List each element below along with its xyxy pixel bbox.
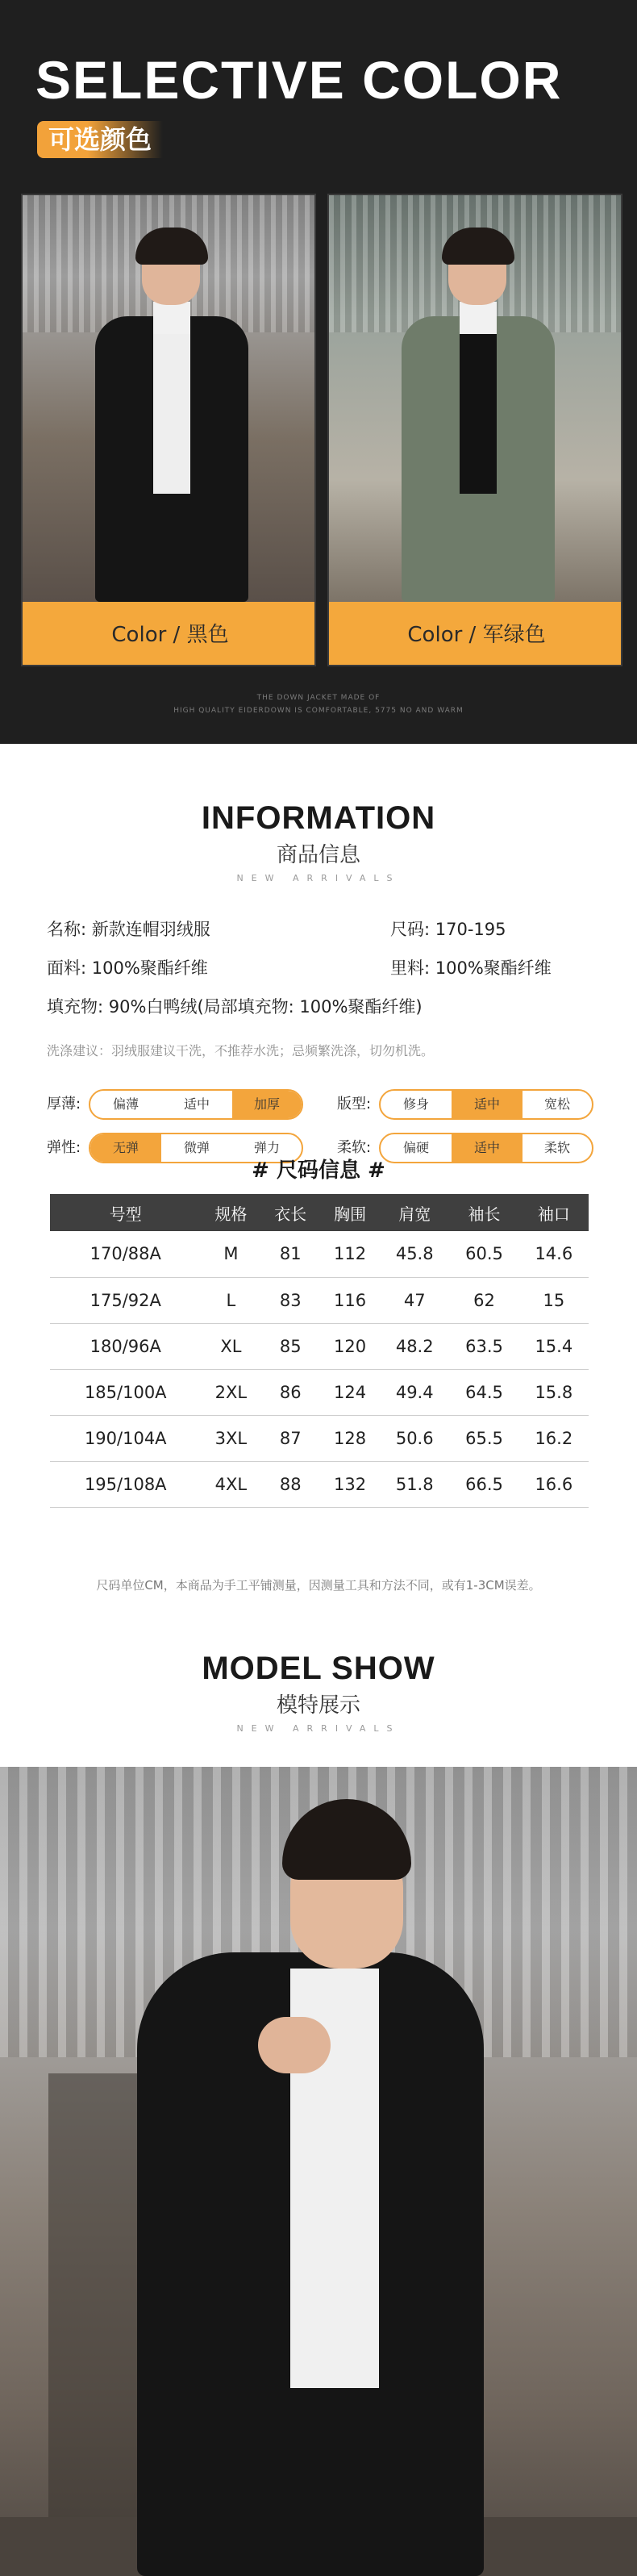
model-figure [87, 228, 256, 602]
table-row: 180/96A XL 85 120 48.2 63.5 15.4 [50, 1323, 589, 1369]
table-row: 185/100A 2XL 86 124 49.4 64.5 15.8 [50, 1369, 589, 1415]
attr-softness: 柔软: 偏硬 适中 柔软 [337, 1133, 603, 1163]
table-row: 190/104A 3XL 87 128 50.6 65.5 16.2 [50, 1415, 589, 1461]
info-name: 名称: 新款连帽羽绒服 [47, 920, 210, 939]
size-info-title: # 尺码信息 # [252, 1159, 385, 1183]
info-filling: 填充物: 90%白鸭绒(局部填充物: 100%聚酯纤维) [47, 997, 423, 1017]
softness-option[interactable]: 偏硬 [402, 1140, 429, 1155]
info-fabric: 面料: 100%聚酯纤维 [47, 958, 208, 978]
softness-option-selected[interactable]: 适中 [452, 1134, 523, 1162]
model-show-photo [0, 1767, 637, 2576]
col-header: 袖口 [519, 1194, 589, 1231]
elasticity-option[interactable]: 弹力 [253, 1140, 280, 1155]
selective-color-subtitle: 可选颜色 [37, 121, 163, 158]
information-subtitle: 商品信息 [276, 843, 360, 867]
col-header: 号型 [50, 1194, 202, 1231]
information-header [0, 800, 637, 883]
color-label-black: Color / 黑色 [23, 602, 316, 666]
fit-option[interactable]: 修身 [402, 1096, 429, 1112]
col-header: 袖长 [449, 1194, 518, 1231]
attr-fit: 版型: 修身 适中 宽松 [337, 1089, 603, 1120]
info-lining: 里料: 100%聚酯纤维 [390, 958, 552, 978]
info-size: 尺码: 170-195 [390, 920, 506, 939]
col-header: 肩宽 [380, 1194, 449, 1231]
thickness-selector[interactable] [89, 1089, 303, 1120]
table-row: 170/88A M 81 112 45.8 60.5 14.6 [50, 1231, 589, 1277]
col-header: 胸围 [320, 1194, 380, 1231]
attr-thickness: 厚薄: 偏薄 适中 加厚 [47, 1089, 313, 1120]
model-show-title: MODEL SHOW [202, 1651, 435, 1686]
table-row: 195/108A 4XL 88 132 51.8 66.5 16.6 [50, 1461, 589, 1507]
color-card-black[interactable] [21, 194, 316, 666]
color-card-army-green[interactable] [327, 194, 622, 666]
selective-color-section [0, 0, 637, 744]
fit-selector[interactable] [379, 1089, 593, 1120]
model-figure [137, 1799, 492, 2576]
attr-elasticity: 弹性: 无弹 微弹 弹力 [47, 1133, 313, 1163]
model-show-subtitle: 模特展示 [276, 1693, 360, 1718]
tagline-line-2: HIGH QUALITY EIDERDOWN IS COMFORTABLE, 5775 NO AND WARM [173, 707, 464, 715]
softness-option[interactable]: 柔软 [543, 1140, 570, 1155]
wash-advice: 洗涤建议：羽绒服建议干洗，不推荐水洗；忌频繁洗涤，切勿机洗。 [47, 1043, 435, 1058]
fit-option-selected[interactable]: 适中 [452, 1091, 523, 1118]
table-row: 175/92A L 83 116 47 62 15 [50, 1277, 589, 1323]
col-header: 规格 [202, 1194, 261, 1231]
model-show-header [0, 1651, 637, 1734]
size-table [50, 1194, 589, 1508]
size-note: 尺码单位CM，本商品为手工平铺测量，因测量工具和方法不同，或有1-3CM误差。 [96, 1578, 541, 1593]
model-photo-black [23, 195, 316, 602]
fit-option[interactable]: 宽松 [543, 1096, 570, 1112]
elasticity-option-selected[interactable]: 无弹 [90, 1134, 161, 1162]
information-title: INFORMATION [201, 800, 436, 836]
thickness-option[interactable]: 偏薄 [112, 1096, 139, 1112]
thickness-option[interactable]: 适中 [183, 1096, 210, 1112]
thickness-option-selected[interactable]: 加厚 [232, 1091, 302, 1118]
size-table-header [50, 1194, 589, 1231]
elasticity-option[interactable]: 微弹 [183, 1140, 210, 1155]
information-spaced-text: NEW ARRIVALS [236, 873, 401, 883]
model-show-spaced-text: NEW ARRIVALS [236, 1723, 401, 1734]
tagline-line-1: THE DOWN JACKET MADE OF [256, 694, 381, 702]
col-header: 衣长 [260, 1194, 320, 1231]
model-figure [393, 228, 563, 602]
selective-color-title: SELECTIVE COLOR [35, 50, 563, 110]
color-label-army-green: Color / 军绿色 [329, 602, 622, 666]
model-photo-army-green [329, 195, 622, 602]
